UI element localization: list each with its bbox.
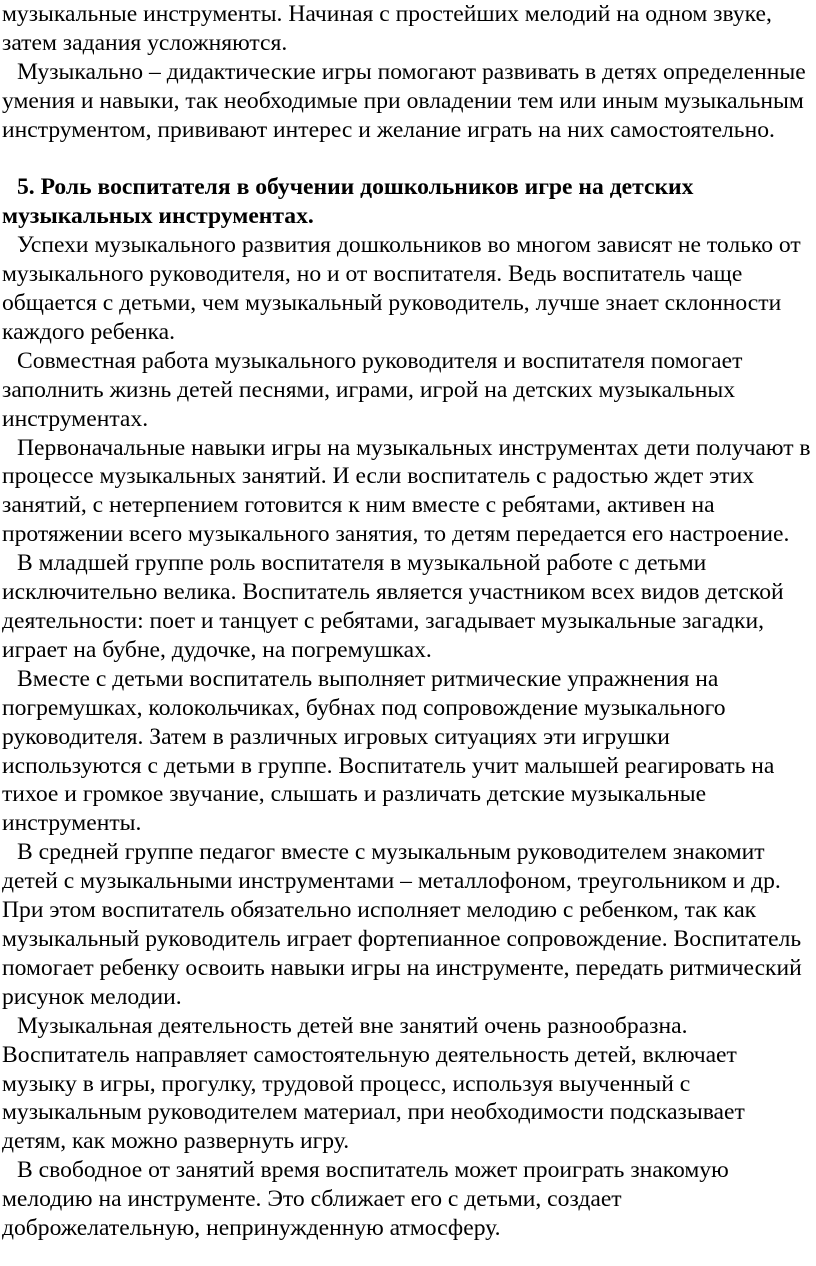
- paragraph-spacer: [2, 145, 814, 174]
- document-page: [2, 0, 814, 1243]
- paragraph-continued: музыкальные инструменты. Начиная с простейших мелодий на одном звуке, затем задания усложняются.: [2, 1, 772, 56]
- paragraph-free-time: В свободное от занятий время воспитатель может проиграть знакомую мелодию на инструменте. Это сближает его с детьми, создает доброжелательную, непринужденную атмосферу.: [2, 1157, 729, 1242]
- paragraph-success: Успехи музыкального развития дошкольников во многом зависят не только от музыкального руководителя, но и от воспитателя. Ведь воспитатель чаще общается с детьми, чем музыкальный руководитель, лучше знает склонности каждого ребенка.: [2, 232, 801, 345]
- paragraph-initial-skills: Первоначальные навыки игры на музыкальных инструментах дети получают в процессе музыкальных занятий. И если воспитатель с радостью ждет этих занятий, с нетерпением готовится к ним вместе с ребятами, активен на протяжении всего музыкального занятия, то детям передается его настроение.: [2, 434, 811, 548]
- paragraph-didactic-games: Музыкально – дидактические игры помогают развивать в детях определенные умения и навыки, так необходимые при овладении тем или иным музыкальным инструментом, прививают интерес и желание играть на них самостоятельно.: [2, 58, 806, 143]
- paragraph-middle-group: В средней группе педагог вместе с музыкальным руководителем знакомит детей с музыкальными инструментами – металлофоном, треугольником и др. При этом воспитатель обязательно исполняет мелодию с ребенком, так как музыкальный руководитель играет фортепианное сопровождение. Воспитатель помогает ребенку освоить навыки игры на инструменте, передать ритмический рисунок мелодии.: [2, 839, 802, 1010]
- paragraph-outside-classes: Музыкальная деятельность детей вне занятий очень разнообразна. Воспитатель направляет самостоятельную деятельность детей, включает музыку в игры, прогулку, трудовой процесс, используя выученный с музыкальным руководителем материал, при необходимости подсказывает детям, как можно развернуть игру.: [2, 1012, 745, 1155]
- paragraph-junior-group: В младшей группе роль воспитателя в музыкальной работе с детьми исключительно велика. Воспитатель является участником всех видов детской деятельности: поет и танцует с ребятами, загадывает музыкальные загадки, играет на бубне, дудочке, на погремушках.: [2, 550, 784, 663]
- section-heading: 5. Роль воспитателя в обучении дошкольников игре на детских музыкальных инструментах.: [2, 174, 694, 230]
- paragraph-joint-work: Совместная работа музыкального руководителя и воспитателя помогает заполнить жизнь детей песнями, играми, игрой на детских музыкальных инструментах.: [2, 347, 743, 432]
- paragraph-rhythmic-exercises: Вместе с детьми воспитатель выполняет ритмические упражнения на погремушках, колокольчиках, бубнах под сопровождение музыкального руководителя. Затем в различных игровых ситуациях эти игрушки используются с детьми в группе. Воспитатель учит малышей реагировать на тихое и громкое звучание, слышать и различать детские музыкальные инструменты.: [2, 665, 775, 837]
